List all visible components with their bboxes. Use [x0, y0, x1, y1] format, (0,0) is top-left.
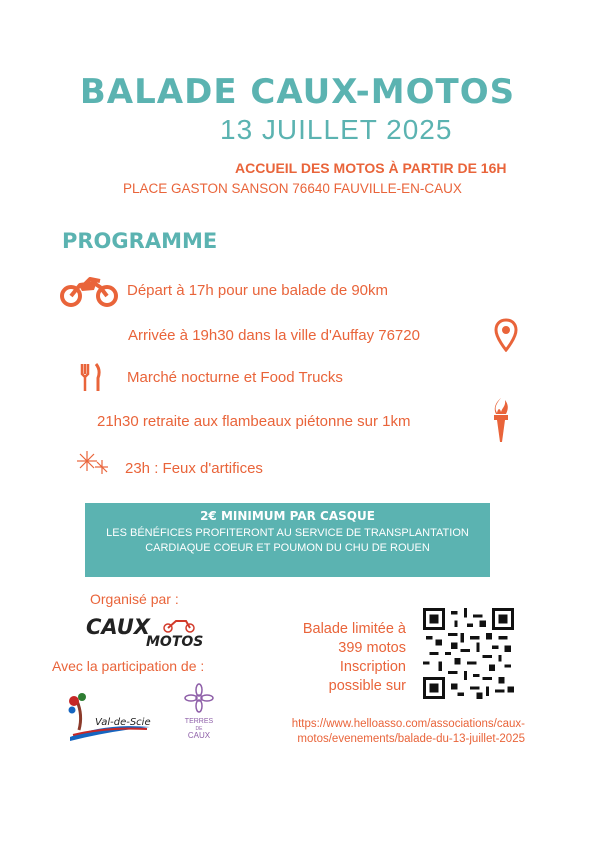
torch-icon	[490, 396, 512, 444]
svg-text:CAUX: CAUX	[86, 615, 150, 639]
svg-text:TERRES: TERRES	[184, 718, 214, 725]
registration-url[interactable]: https://www.helloasso.com/associations/caux-motos/evenements/balade-du-13-juillet-2025	[291, 718, 525, 745]
programme-item-arrival: Arrivée à 19h30 dans la ville d'Auffay 76720	[128, 327, 420, 344]
ride-info	[268, 620, 406, 696]
event-address: PLACE GASTON SANSON 76640 FAUVILLE-EN-CAUX	[123, 181, 462, 196]
programme-item-torchlight: 21h30 retraite aux flambeaux piétonne sur 1km	[97, 413, 411, 430]
svg-text:Val-de-Scie: Val-de-Scie	[95, 717, 151, 728]
terres-de-caux-logo	[178, 680, 220, 742]
programme-item-departure: Départ à 17h pour une balade de 90km	[127, 282, 389, 299]
val-de-scie-logo	[65, 685, 155, 745]
motorcycle-icon	[60, 275, 118, 307]
donation-banner	[85, 503, 490, 577]
ride-info-line: possible sur	[328, 678, 406, 694]
programme-heading: PROGRAMME	[62, 229, 218, 253]
fork-knife-icon	[80, 362, 102, 392]
participation-label: Avec la participation de :	[52, 658, 205, 674]
ride-info-line: Balade limitée à	[302, 621, 406, 637]
programme-item-market: Marché nocturne et Food Trucks	[127, 369, 343, 386]
donation-text: LES BÉNÉFICES PROFITERONT AU SERVICE DE TRANSPLANTATION CARDIAQUE COEUR ET POUMON DU CHU DE ROUEN	[106, 527, 469, 554]
location-pin-icon	[494, 318, 518, 352]
donation-heading: 2€ MINIMUM PAR CASQUE	[200, 509, 375, 523]
svg-text:MOTOS: MOTOS	[146, 634, 204, 650]
caux-motos-logo	[84, 612, 214, 652]
welcome-time: ACCUEIL DES MOTOS À PARTIR DE 16H	[235, 160, 507, 176]
fireworks-icon	[75, 449, 109, 479]
svg-text:CAUX: CAUX	[187, 731, 211, 740]
registration-qr-code[interactable]	[423, 608, 514, 699]
event-title: BALADE CAUX-MOTOS	[79, 72, 516, 112]
event-date: 13 JUILLET 2025	[220, 114, 453, 145]
organised-by-label: Organisé par :	[90, 591, 179, 607]
programme-item-fireworks: 23h : Feux d'artifices	[125, 460, 263, 477]
ride-info-line: 399 motos	[338, 640, 406, 656]
ride-info-line: Inscription	[339, 659, 406, 675]
svg-text:DE: DE	[195, 726, 203, 732]
